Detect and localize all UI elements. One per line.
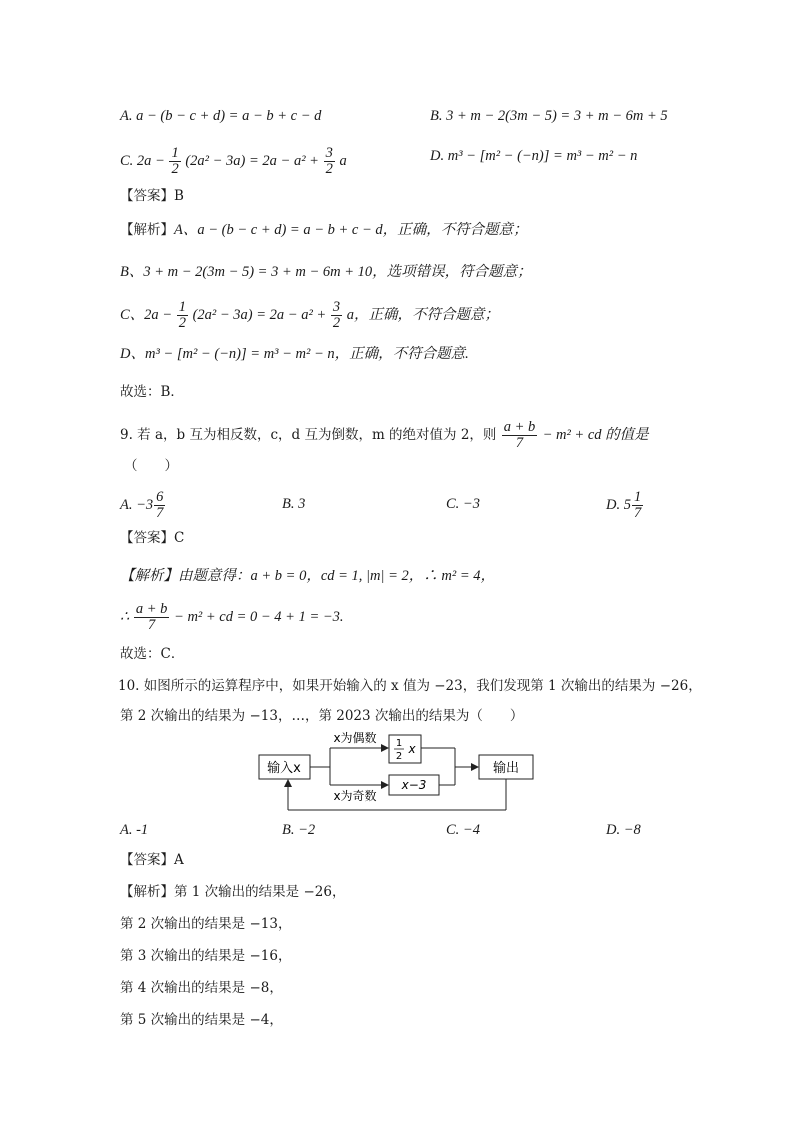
q8-explanation-heading: 【解析】 [120, 222, 174, 238]
q8-option-c-fraction: $\frac{1}{2}$ [171, 145, 179, 177]
q9-option-d-text: D. 5 [606, 496, 631, 513]
q10-step-3: 第 3 次输出的结果是 −16， [120, 948, 292, 964]
q8-explanation-c-fraction: $\frac{1}{2}$ [178, 299, 186, 331]
half-variable: x [408, 742, 416, 756]
half-box [389, 735, 421, 763]
q8-explanation-b: B、3 + m − 2(3m − 5) = 3 + m − 6m + 10，选项错误，符合题意； [120, 264, 532, 280]
q8-conclusion: 故选：B． [120, 384, 184, 400]
q8-explanation-c-text: C、2a − [120, 306, 173, 323]
q9-explanation-2-text: − m² + cd = 0 − 4 + 1 = −3. [174, 608, 344, 625]
q9-stem [120, 420, 649, 451]
q9-option-a-text: A. −3 [120, 496, 154, 513]
q10-step-5: 第 5 次输出的结果是 −4， [120, 1012, 283, 1028]
q8-option-a: A. a − (b − c + d) = a − b + c − d [120, 108, 322, 124]
q10-option-d: D. −8 [606, 822, 641, 838]
q8-option-c-text-end: a [339, 152, 347, 169]
q10-step-4: 第 4 次输出的结果是 −8， [120, 980, 283, 996]
q10-stem-line1: 10. 如图所示的运算程序中，如果开始输入的 x 值为 −23，我们发现第 1 次输出的结果为 −26， [118, 678, 702, 694]
q9-option-b: B. 3 [282, 496, 306, 512]
q9-option-a-fraction: $\frac{6}{7}$ [156, 489, 164, 521]
q9-explanation-1: 【解析】由题意得：a + b = 0，cd = 1, |m| = 2，∴ m² = 4， [120, 568, 495, 584]
q9-option-d [606, 490, 644, 521]
q8-option-c-fraction-2: $\frac{3}{2}$ [325, 145, 333, 177]
q8-explanation-d: D、m³ − [m² − (−n)] = m³ − m² − n，正确，不符合题意. [120, 346, 469, 362]
q8-option-c-text-mid: (2a² − 3a) = 2a − a² + [185, 152, 319, 169]
q9-stem-text: 9. 若 a，b 互为相反数，c，d 互为倒数，m 的绝对值为 2，则 [120, 427, 497, 443]
q8-explanation-c [120, 300, 499, 331]
q8-option-d: D. m³ − [m² − (−n)] = m³ − m² − n [430, 148, 638, 164]
q9-option-d-fraction: $\frac{1}{7}$ [633, 489, 642, 521]
minus3-label: x−3 [401, 778, 427, 792]
q9-stem-fraction: $\frac{a + b}{7}$ [503, 419, 536, 451]
q8-explanation-c-text-end: a，正确，不符合题意； [346, 306, 499, 323]
half-numerator: 1 [395, 738, 403, 749]
q8-option-b: B. 3 + m − 2(3m − 5) = 3 + m − 6m + 5 [430, 108, 668, 124]
q8-explanation-a-text: A、a − (b − c + d) = a − b + c − d，正确，不符合题意； [174, 222, 528, 238]
q10-option-c: C. −4 [446, 822, 480, 838]
q8-option-c [120, 146, 347, 177]
q9-option-c: C. −3 [446, 496, 480, 512]
q9-explanation-2-fraction: $\frac{a + b}{7}$ [135, 601, 168, 633]
q9-conclusion: 故选：C． [120, 646, 185, 662]
q8-explanation-a [120, 220, 528, 240]
even-branch-label: x为偶数 [333, 731, 377, 745]
q8-explanation-c-fraction-2: $\frac{3}{2}$ [332, 299, 341, 331]
q9-stem-text-end: − m² + cd 的值是 [542, 427, 649, 443]
q8-explanation-c-text-mid: (2a² − 3a) = 2a − a² + [192, 306, 327, 323]
half-denominator: 2 [395, 751, 403, 762]
q10-step-1: 【解析】第 1 次输出的结果是 −26， [120, 884, 346, 900]
q8-option-c-text: C. 2a − [120, 152, 165, 169]
odd-branch-label: x为奇数 [333, 789, 377, 803]
output-label: 输出 [492, 761, 520, 776]
q8-answer: 【答案】B [120, 188, 184, 204]
q9-option-a [120, 490, 166, 521]
q10-step-2: 第 2 次输出的结果是 −13， [120, 916, 292, 932]
q10-flow-diagram [250, 728, 550, 816]
q10-option-a: A. -1 [120, 822, 149, 838]
q9-answer-blank: （ ） [124, 458, 178, 474]
q9-explanation-2 [120, 602, 344, 633]
q10-option-b: B. −2 [282, 822, 316, 838]
input-label: 输入x [267, 761, 301, 776]
q9-answer: 【答案】C [120, 530, 185, 546]
q9-explanation-2-therefore: ∴ [120, 608, 130, 625]
q10-stem-line2: 第 2 次输出的结果为 −13，…，第 2023 次输出的结果为（ ） [120, 708, 524, 724]
q10-answer: 【答案】A [120, 852, 184, 868]
